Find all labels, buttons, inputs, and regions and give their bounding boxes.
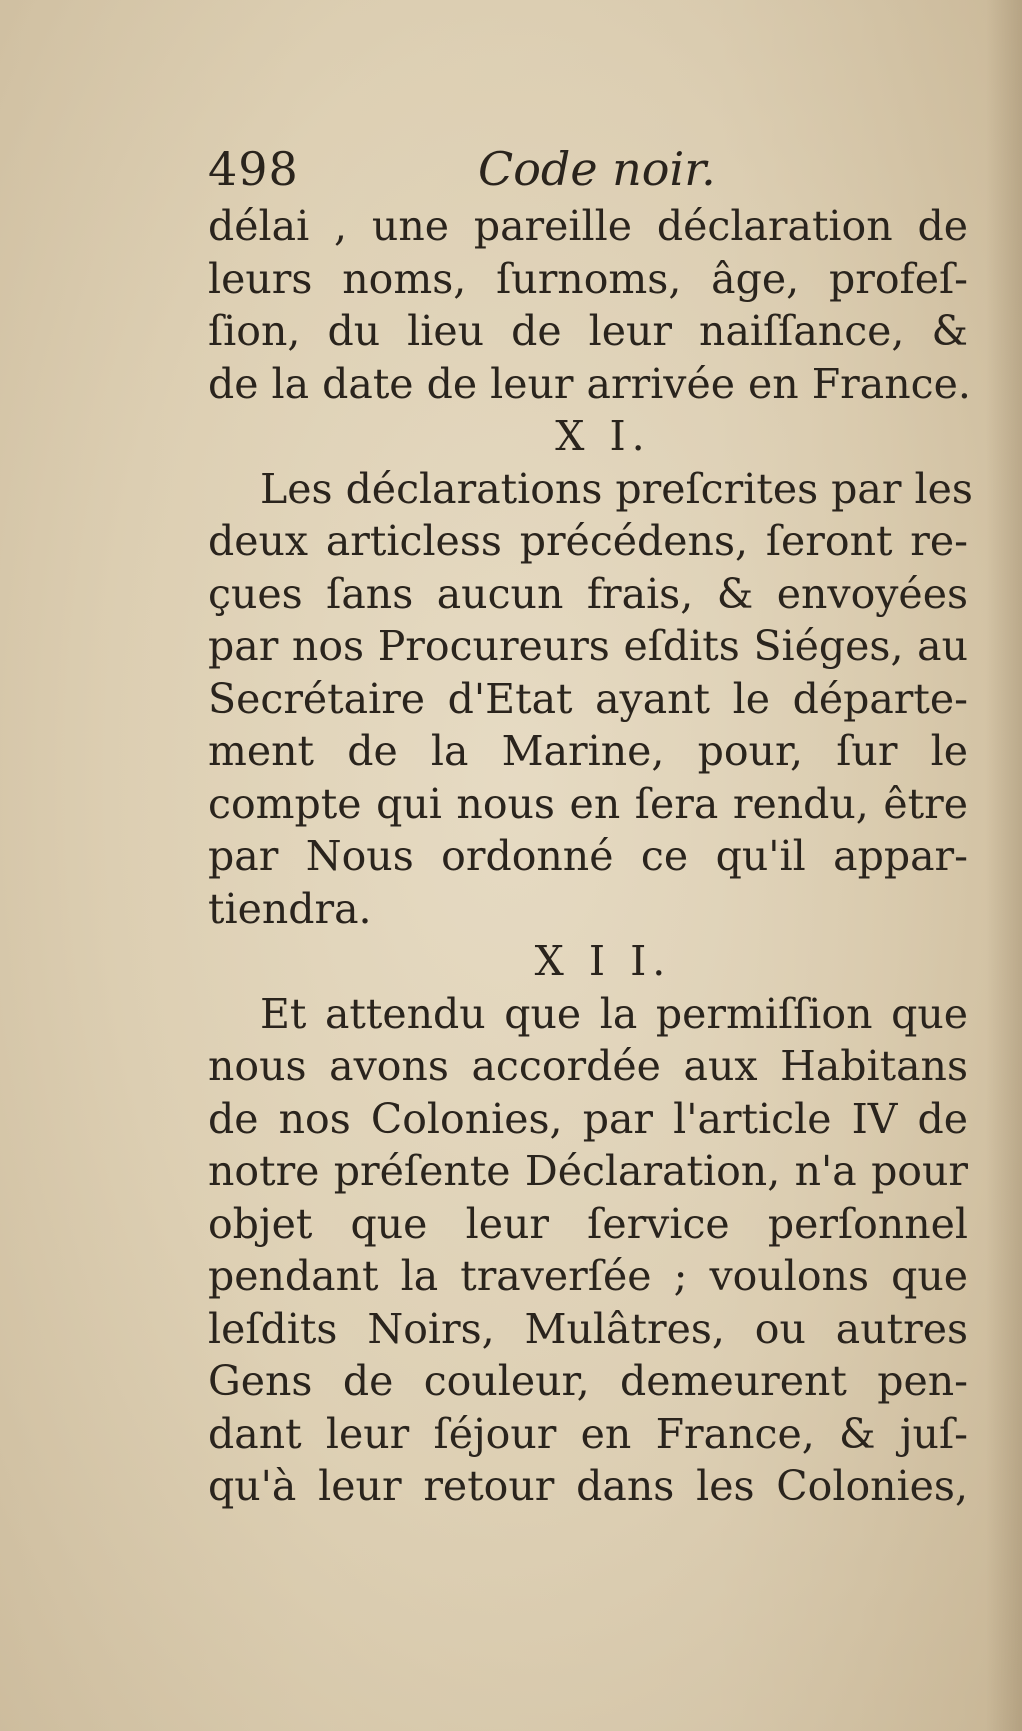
text-line: objet que leur ſervice perſonnel (208, 1199, 968, 1248)
text-line: deux articless précédens, ſeront re- (208, 517, 968, 565)
text-line: çues ſans aucun frais, & envoyées (208, 569, 968, 618)
body-text (208, 200, 973, 1513)
text-line: compte qui nous en ſera rendu, être (208, 779, 968, 828)
text-line: nous avons accordée aux Habitans (208, 1042, 968, 1090)
article-heading: X I. (555, 412, 651, 460)
text-line: leſdits Noirs, Mulâtres, ou autres (208, 1304, 968, 1353)
text-line: ſion, du lieu de leur naiſſance, & (208, 307, 968, 355)
text-line: dant leur ſéjour en France, & juſ- (208, 1409, 968, 1458)
running-title: Code noir. (478, 142, 716, 196)
text-line: par Nous ordonné ce qu'il appar- (208, 832, 968, 880)
text-line: Secrétaire d'Etat ayant le départe- (208, 674, 968, 723)
page-number: 498 (208, 142, 299, 196)
text-line: tiendra. (208, 884, 372, 933)
article-heading: X I I. (534, 937, 672, 985)
text-line: leurs noms, ſurnoms, âge, profeſ- (208, 254, 968, 303)
text-line: délai , une pareille déclaration de (208, 202, 968, 250)
text-line: par nos Procureurs eſdits Siéges, au (208, 622, 968, 670)
text-line: de la date de leur arrivée en France. (208, 359, 971, 408)
text-line: qu'à leur retour dans les Colonies, (208, 1462, 968, 1510)
text-line: de nos Colonies, par l'article IV de (208, 1094, 968, 1143)
text-line: Gens de couleur, demeurent pen- (208, 1357, 968, 1405)
text-line: Les déclarations preſcrites par les (260, 464, 973, 513)
running-head (208, 138, 968, 200)
text-line: ment de la Marine, pour, ſur le (208, 727, 968, 775)
text-line: notre préſente Déclaration, n'a pour (208, 1147, 968, 1195)
text-line: Et attendu que la permiſſion que (260, 989, 968, 1038)
text-line: pendant la traverſée ; voulons que (208, 1252, 968, 1300)
